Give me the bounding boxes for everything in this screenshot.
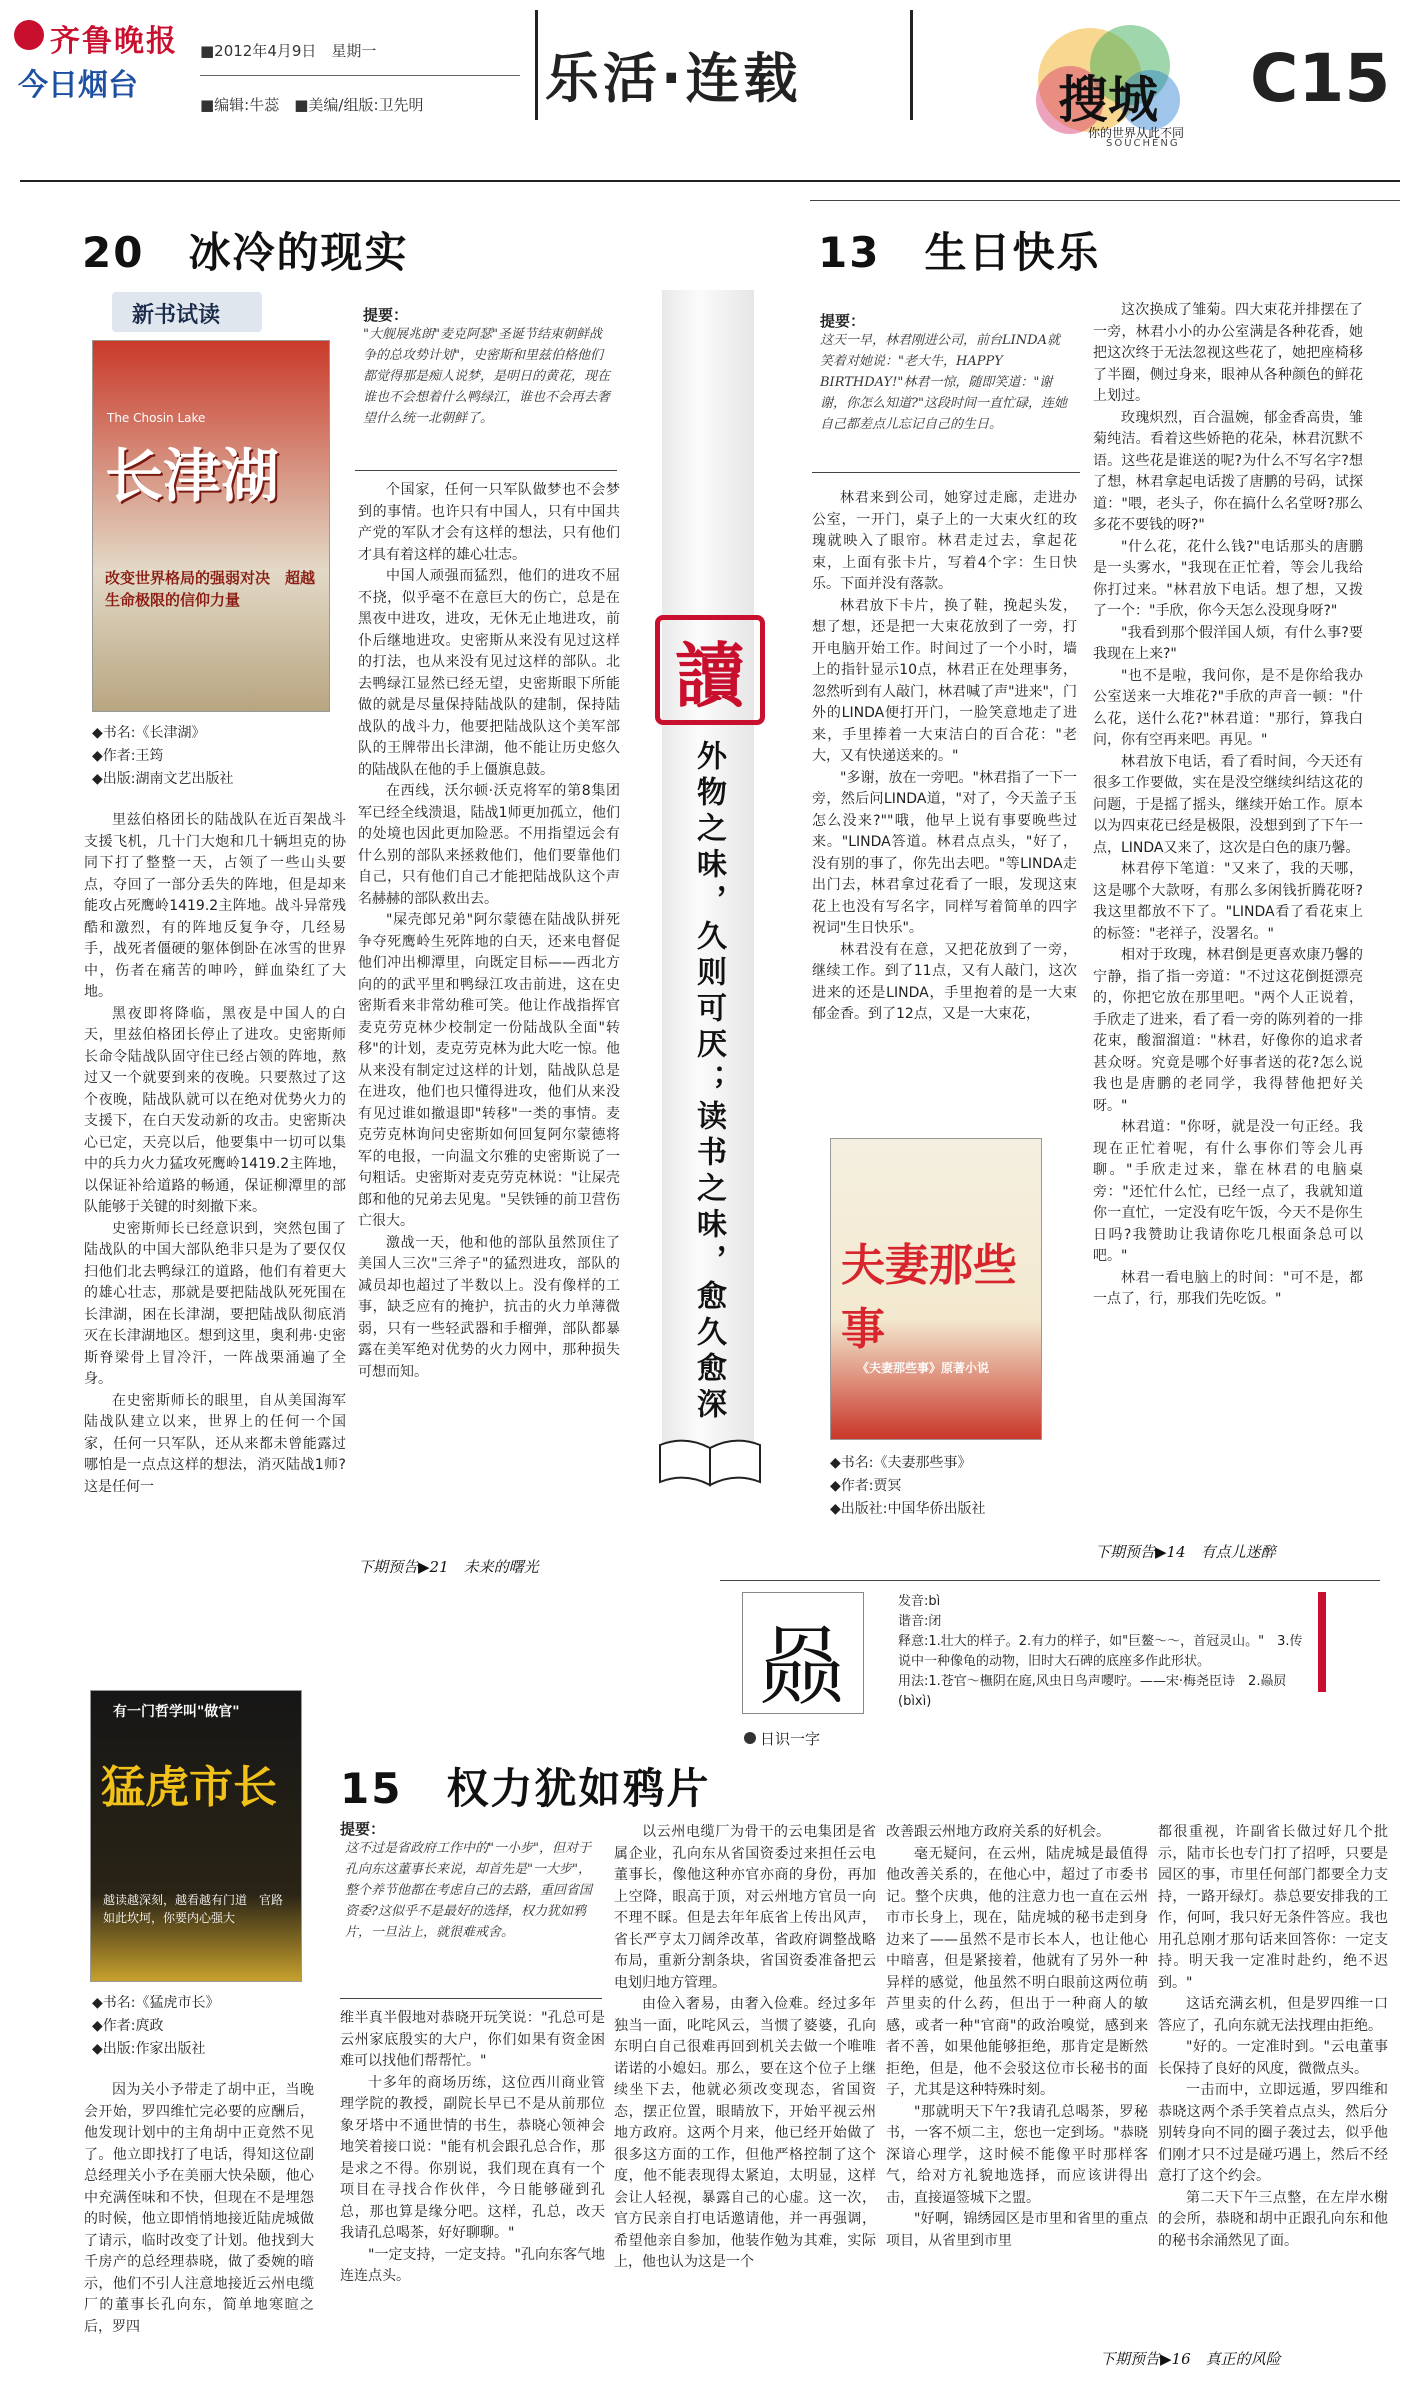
story2-synopsis: 这天一早，林君刚进公司，前台LINDA就笑着对她说："老大牛，HAPPY BIRTHDAY!"林君一惊，随即笑道："谢谢，你怎么知道?"这段时间一直忙碌，连她自己都差点儿忘记自己的生日。 (820, 333, 1067, 432)
reading-motto: 外物之味，久则可厌；读书之味，愈久愈深 (691, 740, 726, 1424)
story3-c5-p4: 一击而中，立即远遁，罗四维和恭晓这两个杀手笑着点点头，然后分别转身向不同的圈子袭过去，似乎他们刚才只不过是碰巧遇上，然后不经意打了这个约会。 (1158, 2082, 1388, 2184)
top-border (20, 180, 1400, 182)
story2-next-preview: 下期预告▶14 有点儿迷醉 (1095, 1543, 1276, 1561)
story2-book-info (830, 1452, 1090, 1521)
soucheng-logo-text: 搜城 (1058, 70, 1158, 129)
story2-c1-p4: 林君没有在意，又把花放到了一旁，继续工作。到了11点，又有人敲门，这次进来的还是LINDA，手里抱着的是一大束郁金香。到了12点，又是一大束花， (812, 941, 1077, 1022)
story3-column-5 (1158, 1822, 1388, 2332)
story1-c2-p3: 在西线，沃尔顿·沃克将军的第8集团军已经全线溃退，陆战1师更加孤立，他们的处境也因此更加险恶。不用指望远会有什么别的部队来拯救他们，他们要靠他们自己，只有他们自己才能把陆战队这个声名赫赫的部队救出去。 (358, 783, 620, 907)
story3-book-name: ◆书名:《猛虎市长》 (92, 1995, 220, 2011)
word-char-box (742, 1592, 864, 1717)
soucheng-en: SOUCHENG (1106, 138, 1180, 149)
story2-c2-p2: 玫瑰炽烈，百合温婉，郁金香高贵，雏菊纯洁。看着这些娇艳的花朵，林君沉默不语。这些花是谁送的呢?为什么不写名字?想了想，林君拿起电话拨了唐鹏的号码，试探道："喂，老头子，你在搞什么名堂呀?那么多花不要钱的呀?" (1093, 409, 1363, 533)
story1-c2-p2: 中国人顽强而猛烈，他们的进攻不屈不挠，似乎毫不在意巨大的伤亡，总是在黑夜中进攻，进攻，无休无止地进攻，前仆后继地进攻。史密斯从来没有见过这样的打法，也从来没有见过这样的部队。北去鸭绿江显然已经无望，史密斯眼下所能做的就是尽量保持陆战队的建制，保持陆战队的战斗力，他要把陆战队这个美军部队的王牌带出长津湖，他不能让历史悠久的陆战队在他的手上僵旗息鼓。 (358, 568, 620, 778)
word-label (744, 1728, 820, 1749)
story2-c2-p9: 林君道："你呀，就是没一句正经。我现在正忙着呢，有什么事你们等会儿再聊。"手欣走过来，靠在林君的电脑桌旁："还忙什么忙，已经一点了，我就知道你一直忙，一定没有吃午饭，今天不是你生日吗?我赞助让我请你吃几根面条总可以吧。" (1093, 1119, 1363, 1264)
story2-c2-p4: "我看到那个假洋国人烦，有什么事?要我现在上来?" (1093, 624, 1363, 662)
story1-c2-p1: 个国家，任何一只军队做梦也不会梦到的事情。也许只有中国人，只有中国共产党的军队才会有这样的想法，只有他们才具有着这样的雄心壮志。 (358, 482, 620, 563)
story3-next-preview: 下期预告▶16 真正的风险 (1100, 2350, 1281, 2368)
story3-column-2 (340, 2008, 605, 2368)
story3-c4-p1: 改善跟云州地方政府关系的好机会。 (886, 1824, 1110, 1840)
story1-book-publisher: ◆出版:湖南文艺出版社 (92, 771, 234, 787)
page-number: C15 (1250, 40, 1391, 117)
open-book-icon (650, 1430, 770, 1494)
story1-c1-p1: 里兹伯格团长的陆战队在近百架战斗支援飞机，几十门大炮和几十辆坦克的协同下打了整整一天，占领了一些山头要点，夺回了一部分丢失的阵地，但是却来能攻占死鹰岭1419.2主阵地。战斗异常残酷和激烈，有的阵地反复争夺，几经易手，战死者僵硬的躯体倒卧在冰雪的世界中，伤者在痛苦的呻吟，鲜血染红了大地。 (84, 812, 346, 1000)
word-label-text: 日识一字 (760, 1730, 821, 1748)
word-meaning: 释意:1.壮大的样子。2.有力的样子，如"巨鳌～～，首冠灵山。" 3.传说中一种像龟的动物，旧时大石碑的底座多作此形状。 (898, 1634, 1303, 1669)
cover-title: 猛虎市长 (101, 1762, 277, 1813)
story1-book-info (92, 722, 342, 791)
story3-column-1 (84, 2080, 314, 2370)
soucheng-slogan: 你的世界从此不同 (1088, 126, 1185, 140)
story1-column-1 (84, 810, 346, 1580)
cover-slogan: 改变世界格局的强弱对决 超越生命极限的信仰力量 (105, 569, 316, 609)
story3-c2-p2: 十多年的商场历练，这位西川商业管理学院的教授，副院长早已不是从前那位象牙塔中不通世情的书生，恭晓心领神会地笑着接口说："能有机会跟孔总合作，那是求之不得。你别说，我们现在真有一个项目在寻找合作伙伴，今日能够碰到孔总，那也算是缘分吧。这样，孔总，改天我请孔总喝茶，好好聊聊。" (340, 2074, 605, 2241)
story1-c2-p5: 激战一天，他和他的部队虽然顶住了美国人三次"三斧子"的猛烈进攻，部队的减员却也超过了半数以上。没有像样的工事，缺乏应有的掩护，抗击的火力单薄微弱，只有一些轻武器和手榴弹，部队都暴露在美军绝对优势的火力网中，那种损失可想而知。 (358, 1234, 620, 1380)
story1-synopsis: "大舰展兆朗"麦克阿瑟"圣诞节结束朝鲜战争的总攻势计划"，史密斯和里兹伯格他们都觉得那是痴人说梦，是明日的黄花，现在谁也不会想着什么鸭绿江，谁也不会再去奢望什么统一北朝鲜了。 (363, 327, 611, 426)
story2-book-author: ◆作者:贾冥 (830, 1478, 902, 1494)
story3-c5-p2: 这话充满玄机，但是罗四维一口答应了，孔向东就无法找理由拒绝。 (1158, 1996, 1388, 2034)
story1-synopsis-rule (355, 470, 617, 471)
story3-column-3 (614, 1822, 876, 2370)
story3-book-author: ◆作者:庹政 (92, 2018, 164, 2034)
story3-title: 15 权力犹如鸦片 (340, 1764, 711, 1813)
story3-summary-label: 提要： (340, 1820, 386, 1838)
story2-book-publisher: ◆出版社:中国华侨出版社 (830, 1501, 986, 1517)
story1-column-2 (358, 480, 620, 1540)
word-character: 赑 (759, 1617, 845, 1717)
word-box-red-bar (1318, 1592, 1326, 1692)
story3-c4-p4: "好啊，锦绣园区是市里和省里的重点项目，从省里到市里 (886, 2211, 1148, 2249)
read-seal-stamp: 讀 (655, 615, 765, 725)
word-box-top-rule (720, 1580, 1380, 1581)
story3-c5-p5: 第二天下午三点整，在左岸水榭的会所，恭晓和胡中正跟孔向东和他的秘书余涌然见了面。 (1158, 2189, 1388, 2249)
editor-credits: ■编辑:牛蕊 ■美编/组版:卫先明 (200, 96, 424, 114)
newspaper-logo-icon (14, 20, 44, 50)
story3-c4-p3: "那就明天下午?我请孔总喝茶，罗秘书，一客不烦二主，您也一定到场。"恭晓深谙心理学，这时候不能像平时那样客气，给对方礼貌地选择，而应该讲得出击，直接逼签城下之盟。 (886, 2103, 1148, 2206)
book-cover-menghu (90, 1690, 302, 1982)
story1-next-preview: 下期预告▶21 未来的曙光 (358, 1558, 539, 1576)
new-book-badge-label: 新书试读 (132, 303, 221, 328)
story3-c2-p1: 维半真半假地对恭晓开玩笑说："孔总可是云州家底殷实的大户，你们如果有资金困难可以找他们帮帮忙。" (340, 2010, 605, 2069)
story2-top-rule (810, 200, 1400, 201)
story3-c3-p1: 以云州电缆厂为骨干的云电集团是省属企业，孔向东从省国资委过来担任云电董事长，像他这种亦官亦商的身份，再加上空降，眼高于顶，对云州地方官员一向不理不睬。但是去年年底省上传出风声，省长严亨太刀阔斧改革，省政府调整战略布局，重新分割条块，省国资委准备把云电划归地方管理。 (614, 1824, 876, 1991)
story3-c3-p2: 由俭入奢易，由奢入俭难。经过多年独当一面，叱咤风云，当惯了婆婆，孔向东明白自己很难再回到机关去做一个唯唯诺诺的小媳妇。那么，要在这个位子上继续坐下去，他就必须改变现态，省国资态，摆正位置，眼睛放下，开始平视云州地方政府。这两个月来，他已经开始做了很多这方面的工作，但他严格控制了这个度，他不能表现得太紧迫，太明显，这样会让人轻视，暴露自己的心虚。这一次，官方民亲自打电话邀请他，并一再强调，希望他亲自参加，他装作勉为其难，实际上，他也认为这是一个 (614, 1996, 876, 2270)
story1-book-author: ◆作者:王筠 (92, 748, 164, 764)
story2-c2-p8: 相对于玫瑰，林君倒是更喜欢康乃馨的宁静，指了指一旁道："不过这花倒挺漂亮的，你把它放在那里吧。"两个人正说着，手欣走了进来，看了看一旁的陈列着的一排花束，酸溜溜道："林君，好像你的追求者甚众呀。究竟是哪个好事者送的花?怎么说我也是唐鹏的老同学，我得替他把好关呀。" (1093, 947, 1363, 1114)
story2-c2-p6: 林君放下电话，看了看时间，今天还有很多工作要做，实在是没空继续纠结这花的问题，于是摇了摇头，继续开始工作。原本以为四束花已经是极限，没想到到了下午一点，LINDA又来了，这次是白色的康乃馨。 (1093, 753, 1363, 856)
story3-c5-p1: 都很重视，许副省长做过好几个批示，陆市长也专门打了招呼，只要是园区的事，市里任何部门都要全力支持，一路开绿灯。恭总要安排我的工作，何呵，我只好无条件答应。我也用孔总刚才那句话来回答你：一定支持。明天我一定准时赴约，绝不迟到。" (1158, 1824, 1388, 1991)
story1-c1-p4: 在史密斯师长的眼里，自从美国海军陆战队建立以来，世界上的任何一个国家，任何一只军队，还从来都未曾能露过哪怕是一点点这样的想法，消灭陆战1师?这是任何一 (84, 1392, 346, 1495)
story3-c4-p2: 毫无疑问，在云州，陆虎城是最值得他改善关系的，在他心中，超过了市委书记。整个庆典，他的注意力也一直在云州市市长身上，现在，陆虎城的秘书走到身边来了——虽然不是市长本人，也让他心中暗喜，但是紧接着，他就有了另外一种异样的感觉，他虽然不明白眼前这两位萌芦里卖的什么药，但出于一种商人的敏感，或者一种"官商"的政治嗅觉，感到来者不善，如果他能够拒绝，那肯定是断然拒绝，但是，他不会驳这位市长秘书的面子，尤其是这种特殊时刻。 (886, 1845, 1148, 2098)
cover-en: The Chosin Lake (107, 411, 206, 425)
issue-date: ■2012年4月9日 星期一 (200, 42, 377, 60)
word-homophone: 谐音:闭 (898, 1614, 942, 1629)
story3-synopsis: 这不过是省政府工作中的"一小步"，但对于孔向东这董事长来说，却首先是"一大步"，整个养节他都在考虑自己的去路，重回省国资委?这似乎不是最好的选择，权力犹如鸦片，一旦沾上，就很难戒舍。 (345, 1841, 593, 1940)
book-cover-fuqi (830, 1138, 1042, 1440)
new-book-badge (112, 292, 262, 332)
story3-synopsis-rule (340, 1998, 602, 1999)
story2-c1-p1: 林君来到公司，她穿过走廊，走进办公室，一开门，桌子上的一大束火红的玫瑰就映入了眼帘。林君走过去，拿起花束，上面有张卡片，写着4个字：生日快乐。下面并没有落款。 (812, 490, 1077, 592)
story3-c2-p3: "一定支持，一定支持。"孔向东客气地连连点头。 (340, 2246, 605, 2284)
story2-c1-p3: "多谢，放在一旁吧。"林君指了一下一旁，然后问LINDA道，"对了，今天盖子玉怎么没来?""哦，他早上说有事要晚些过来。"LINDA答道。林君点点头，"好了，没有别的事了，你先出去吧。"等LINDA走出门去，林君拿过花看了一眼，发现这束花上也没有写名字，同样写着简单的四字祝词"生日快乐"。 (812, 769, 1077, 936)
section-title: 乐活·连载 (545, 47, 802, 110)
book-cover-changjinhu (92, 340, 330, 712)
story1-book-name: ◆书名:《长津湖》 (92, 725, 206, 741)
story1-c2-p4: "屎壳郎兄弟"阿尔蒙德在陆战队拼死争夺死鹰岭生死阵地的白天，还来电督促他们冲出柳潭里，向既定目标——西北方向的的武平里和鸭绿江攻击前进，这在史密斯看来非常幼稚可笑。他让作战指挥官麦克劳克林少校制定一份陆战队全面"转移"的计划，麦克劳克林为此大吃一惊。他从来没有制定过这样的计划，陆战队总是在进攻，他们也只懂得进攻，他们从来没有见过谁如撤退即"转移"一类的事情。麦克劳克林询问史密斯如何回复阿尔蒙德将军的电报，一向温文尔雅的史密斯说了一句粗话。史密斯对麦克劳克林说："让屎壳郎和他的兄弟去见鬼。"吴铁锤的前卫营伤亡很大。 (358, 912, 620, 1229)
story2-c2-p1: 这次换成了雏菊。四大束花并排摆在了一旁，林君小小的办公室满是各种花香，她把这次终于无法忽视这些花了，她把座椅移了半圈，侧过身来，眼神从各种颜色的鲜花上划过。 (1093, 302, 1363, 404)
word-definition (898, 1592, 1308, 1712)
soucheng-logo (1010, 20, 1240, 150)
story2-c2-p5: "也不是啦，我问你，是不是你给我办公室送来一大堆花?"手欣的声音一顿："什么花，送什么花?"林君道："那行，算我白问，你有空再来吧。再见。" (1093, 667, 1363, 748)
story3-c5-p3: "好的。一定准时到。"云电董事长保持了良好的风度，微微点头。 (1158, 2039, 1388, 2077)
edition-name: 今日烟台 (18, 68, 138, 103)
word-usage: 用法:1.苍官～橅阴在庭,风虫日鸟声嘤咛。——宋·梅尧臣诗 2.赑屃(bìxì) (898, 1674, 1287, 1709)
story2-title: 13 生日快乐 (818, 228, 1101, 277)
story2-c2-p10: 林君一看电脑上的时间："可不是，都一点了，行，那我们先吃饭。" (1093, 1269, 1363, 1307)
cover-slogan: 《夫妻那些事》原著小说 (857, 1361, 990, 1375)
story1-c1-p3: 史密斯师长已经意识到，突然包围了陆战队的中国大部队绝非只是为了要仅仅扫他们北去鸭绿江的道路，他们有着更大的雄心壮志，那就是要把陆战队死死围在长津湖，困在长津湖，要把陆战队彻底消灭在长津湖地区。想到这里，奥利弗·史密斯脊梁骨上冒冷汗，一阵战栗涌遍了全身。 (84, 1220, 346, 1387)
story2-synopsis-rule (812, 472, 1080, 473)
story3-column-4 (886, 1822, 1148, 2370)
masthead-divider (200, 75, 520, 76)
masthead-separator-2 (910, 10, 913, 120)
cover-top-text: 有一门哲学叫"做官" (113, 1704, 240, 1720)
story1-c1-p2: 黑夜即将降临，黑夜是中国人的白天，里兹伯格团长停止了进攻。史密斯师长命令陆战队固守住已经占领的阵地，熬过又一个就要到来的夜晚。只要熬过了这个夜晚，陆战队就可以在绝对优势火力的支援下，在白天发动新的攻击。史密斯决心已定，天亮以后，他要集中一切可以集中的兵力火力猛攻死鹰岭1419.2主阵地，以保证补给道路的畅通，保证柳潭里的部队能够于关键的时刻撤下来。 (84, 1005, 346, 1215)
story2-book-name: ◆书名:《夫妻那些事》 (830, 1455, 972, 1471)
word-label-icon (744, 1732, 756, 1744)
story2-column-2 (1093, 300, 1363, 1530)
newspaper-name: 齐鲁晚报 (50, 24, 178, 59)
story2-c1-p2: 林君放下卡片，换了鞋，挽起头发，想了想，还是把一大束花放到了一旁，打开电脑开始工作。时间过了一个小时，墙上的指针显示10点，林君正在处理事务，忽然听到有人敲门，林君喊了声"进来"，门外的LINDA便打开门，一脸笑意地走了进来，手里捧着一大束洁白的百合花："老大，又有快递送来的。" (812, 597, 1077, 764)
story2-c2-p7: 林君停下笔道："又来了，我的天哪，这是哪个大款呀，有那么多闲钱折腾花呀?我这里都放不下了。"LINDA看了看花束上的标签："老祥子，没署名。" (1093, 861, 1363, 942)
story1-title: 20 冰冷的现实 (82, 228, 409, 277)
story3-book-publisher: ◆出版:作家出版社 (92, 2041, 206, 2057)
cover-title: 夫妻那些事 (841, 1240, 1017, 1355)
cover-title: 长津湖 (105, 442, 280, 510)
word-pinyin: 发音:bì (898, 1594, 941, 1609)
story2-column-1 (812, 488, 1077, 1128)
story3-c1-p1: 因为关小予带走了胡中正，当晚会开始，罗四维忙完必要的应酬后，他发现计划中的主角胡中正竟然不见了。他立即找打了电话，得知这位副总经理关小予在美丽大快朵颐，他心中充满侄味和不快，但现在不是埋怨的时候，他立即悄悄地接近陆虎城做了请示，临时改变了计划。他找到大千房产的总经理恭晓，做了委婉的暗示，他们不引人注意地接近云州电缆厂的董事长孔向东，简单地寒暄之后，罗四 (84, 2082, 314, 2335)
story1-summary-label: 提要： (363, 306, 409, 324)
story2-c2-p3: "什么花，花什么钱?"电话那头的唐鹏是一头雾水，"我现在正忙着，等会儿我给你打过来。"林君放下电话。想了想，又拨了一个："手欣，你今天怎么没现身呀?" (1093, 538, 1363, 619)
story3-book-info (92, 1992, 312, 2061)
story2-summary-label: 提要： (820, 312, 866, 330)
cover-slogan: 越读越深刻，越看越有门道 官路如此坎坷，你要内心强大 (103, 1893, 284, 1925)
masthead-separator (535, 10, 538, 120)
